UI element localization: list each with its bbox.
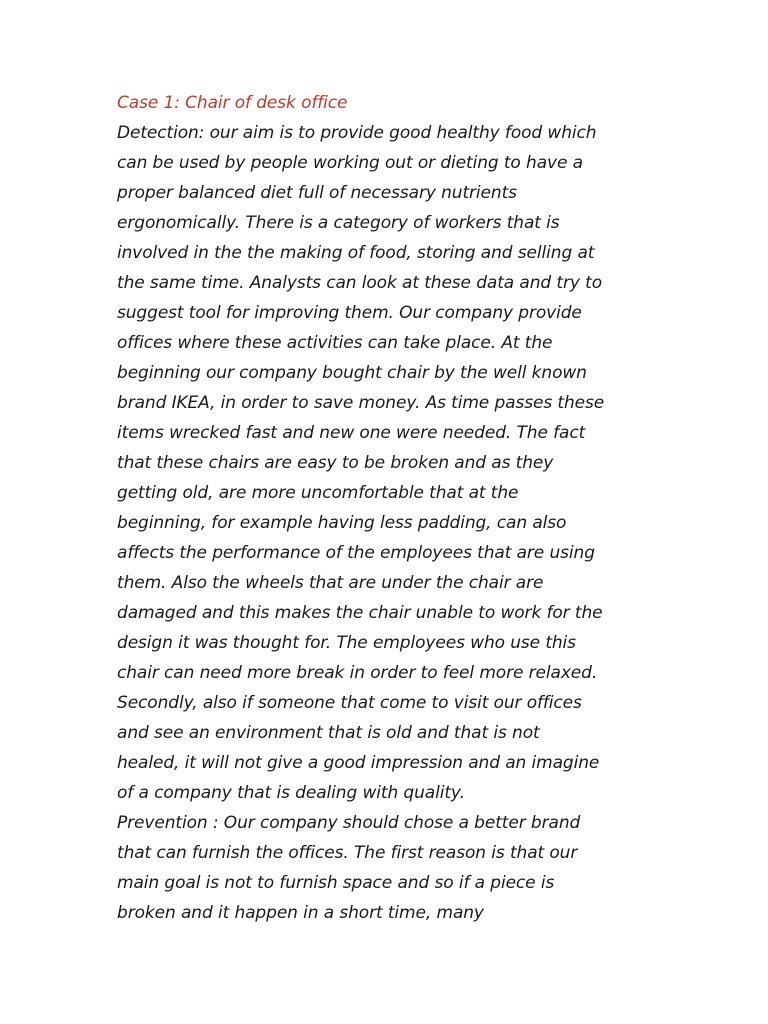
body-line: damaged and this makes the chair unable to work for the (117, 603, 603, 623)
body-line: can be used by people working out or dieting to have a (117, 153, 583, 173)
body-line: design it was thought for. The employees who use this (117, 633, 576, 653)
prevention-line: Prevention : Our company should chose a better brand (117, 813, 581, 833)
body-line: brand IKEA, in order to save money. As time passes these (117, 393, 605, 413)
body-line: healed, it will not give a good impression and an imagine (117, 753, 600, 773)
body-line: of a company that is dealing with quality. (117, 783, 465, 803)
body-line: main goal is not to furnish space and so if a piece is (117, 873, 555, 893)
body-line: beginning, for example having less padding, can also (117, 513, 567, 533)
body-line: Detection: our aim is to provide good healthy food which (117, 123, 597, 143)
body-line: items wrecked fast and new one were needed. The fact (117, 423, 586, 443)
document-body (117, 88, 662, 928)
body-line: affects the performance of the employees that are using (117, 543, 595, 563)
body-line: and see an environment that is old and that is not (117, 723, 540, 743)
body-line: Secondly, also if someone that come to visit our offices (117, 693, 582, 713)
body-line: that can furnish the offices. The first reason is that our (117, 843, 578, 863)
body-line: beginning our company bought chair by the well known (117, 363, 587, 383)
body-line: proper balanced diet full of necessary nutrients (117, 183, 517, 203)
body-line: that these chairs are easy to be broken and as they (117, 453, 554, 473)
body-line: them. Also the wheels that are under the chair are (117, 573, 544, 593)
body-line: the same time. Analysts can look at these data and try to (117, 273, 602, 293)
body-line: broken and it happen in a short time, many (117, 903, 484, 923)
body-line: getting old, are more uncomfortable that at the (117, 483, 519, 503)
body-line: chair can need more break in order to feel more relaxed. (117, 663, 598, 683)
case-heading: Case 1: Chair of desk office (117, 93, 348, 113)
body-line: involved in the the making of food, storing and selling at (117, 243, 595, 263)
body-line: offices where these activities can take place. At the (117, 333, 553, 353)
body-line: ergonomically. There is a category of workers that is (117, 213, 560, 233)
body-line: suggest tool for improving them. Our company provide (117, 303, 582, 323)
